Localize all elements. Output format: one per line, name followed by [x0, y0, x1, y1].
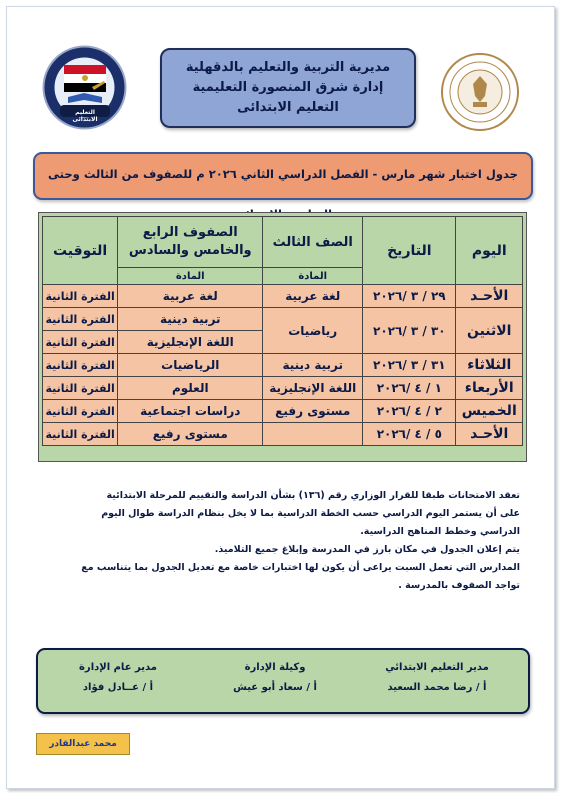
row-grade456: دراسات اجتماعية — [118, 400, 263, 423]
table-row — [43, 308, 523, 331]
row-time: الفترة الثانية — [43, 331, 118, 354]
table-row — [43, 400, 523, 423]
signature-primary-name: أ / رضا محمد السعيد — [387, 682, 487, 693]
table-header-row — [43, 217, 523, 268]
row-grade3: تربية دينية — [263, 354, 363, 377]
row-time: الفترة الثانية — [43, 423, 118, 446]
row-time: الفترة الثانية — [43, 377, 118, 400]
row-grade456: العلوم — [118, 377, 263, 400]
signature-deputy-name: أ / سعاد أبو عيش — [233, 682, 317, 693]
east-mansoura-logo — [42, 45, 127, 130]
exam-table-frame — [38, 212, 527, 462]
row-date: ٣١ / ٣ /٢٠٢٦ — [363, 354, 456, 377]
signature-director — [58, 658, 178, 698]
row-grade3: رياضيات — [263, 308, 363, 354]
row-grade456: الرياضيات — [118, 354, 263, 377]
schedule-title-banner — [33, 152, 533, 200]
row-grade3: مستوى رفيع — [263, 400, 363, 423]
signature-director-name: أ / عــادل فؤاد — [82, 682, 154, 693]
row-date: ٢ / ٤ /٢٠٢٦ — [363, 400, 456, 423]
row-grade456: اللغة الإنجليزية — [118, 331, 263, 354]
row-date: ٥ / ٤ /٢٠٢٦ — [363, 423, 456, 446]
table-row — [43, 377, 523, 400]
signature-deputy-title: وكيلة الإدارة — [244, 662, 306, 673]
row-time: الفترة الثانية — [43, 285, 118, 308]
ministry-logo — [440, 52, 520, 132]
signature-primary-title: مدير التعليم الابتدائي — [385, 662, 489, 673]
table-row — [43, 354, 523, 377]
note-line: على أن يستمر اليوم الدراسي حسب الخطة الدراسية بما لا يخل بنظام الدراسة طوال اليوم — [101, 508, 520, 519]
header-subject-grade456: المادة — [118, 268, 263, 285]
header-subject-grade3: المادة — [263, 268, 363, 285]
signatures-box — [36, 648, 530, 714]
row-grade3: اللغة الإنجليزية — [263, 377, 363, 400]
note-line: تعقد الامتحانات طبقا للقرار الوزاري رقم (١٣٦) بشأن الدراسة والتقييم للمرحلة الابتدائية — [106, 490, 520, 501]
row-time: الفترة الثانية — [43, 308, 118, 331]
row-day: الخميس — [456, 400, 523, 423]
header-box — [160, 48, 416, 128]
row-date: ٢٩ / ٣ /٢٠٢٦ — [363, 285, 456, 308]
table-row — [43, 285, 523, 308]
header-line-2: إدارة شرق المنصورة التعليمية — [192, 80, 384, 95]
row-day: الأربعاء — [456, 377, 523, 400]
table-row — [43, 423, 523, 446]
row-date: ١ / ٤ /٢٠٢٦ — [363, 377, 456, 400]
row-grade3 — [263, 423, 363, 446]
row-grade456: تربية دينية — [118, 308, 263, 331]
row-date: ٣٠ / ٣ /٢٠٢٦ — [363, 308, 456, 354]
signature-primary — [372, 658, 502, 698]
schedule-title: جدول اختبار شهر مارس - الفصل الدراسي الثاني ٢٠٢٦ م للصفوف من الثالث وحتى — [48, 167, 518, 181]
header-line-1: مديرية التربية والتعليم بالدقهلية — [185, 60, 391, 75]
header-grade3: الصف الثالث — [263, 217, 363, 268]
header-time: التوقيت — [43, 217, 118, 285]
note-line: تواجد الصفوف بالمدرسة . — [398, 580, 520, 591]
author-tag: محمد عبدالقادر — [36, 733, 130, 755]
row-grade456: لغة عربية — [118, 285, 263, 308]
signature-deputy — [210, 658, 340, 698]
header-grade456: الصفوف الرابع والخامس والسادس — [118, 217, 263, 268]
row-day: الثلاثاء — [456, 354, 523, 377]
row-grade3: لغة عربية — [263, 285, 363, 308]
ministry-logo-icon — [440, 52, 520, 132]
note-line: يتم إعلان الجدول في مكان بارز في المدرسة وإبلاغ جميع التلاميذ. — [214, 544, 520, 555]
row-day: الأحـد — [456, 285, 523, 308]
header-line-3: التعليم الابتدائى — [237, 100, 339, 115]
notes-section — [70, 487, 520, 595]
header-day: اليوم — [456, 217, 523, 285]
note-line: الدراسي وخطط المناهج الدراسية. — [360, 526, 520, 537]
header-date: التاريخ — [363, 217, 456, 285]
exam-schedule-table — [42, 216, 523, 446]
row-time: الفترة الثانية — [43, 400, 118, 423]
row-time: الفترة الثانية — [43, 354, 118, 377]
row-grade456: مستوى رفيع — [118, 423, 263, 446]
note-line: المدارس التي تعمل السبت يراعى أن يكون لها اختبارات خاصة مع تعديل الجدول بما يتناسب مع — [81, 562, 520, 573]
logo-left-caption: التعليم الابتدائى — [72, 109, 98, 123]
row-day: الأحـد — [456, 423, 523, 446]
row-day: الاثنين — [456, 308, 523, 354]
signature-director-title: مدير عام الإدارة — [79, 662, 157, 673]
